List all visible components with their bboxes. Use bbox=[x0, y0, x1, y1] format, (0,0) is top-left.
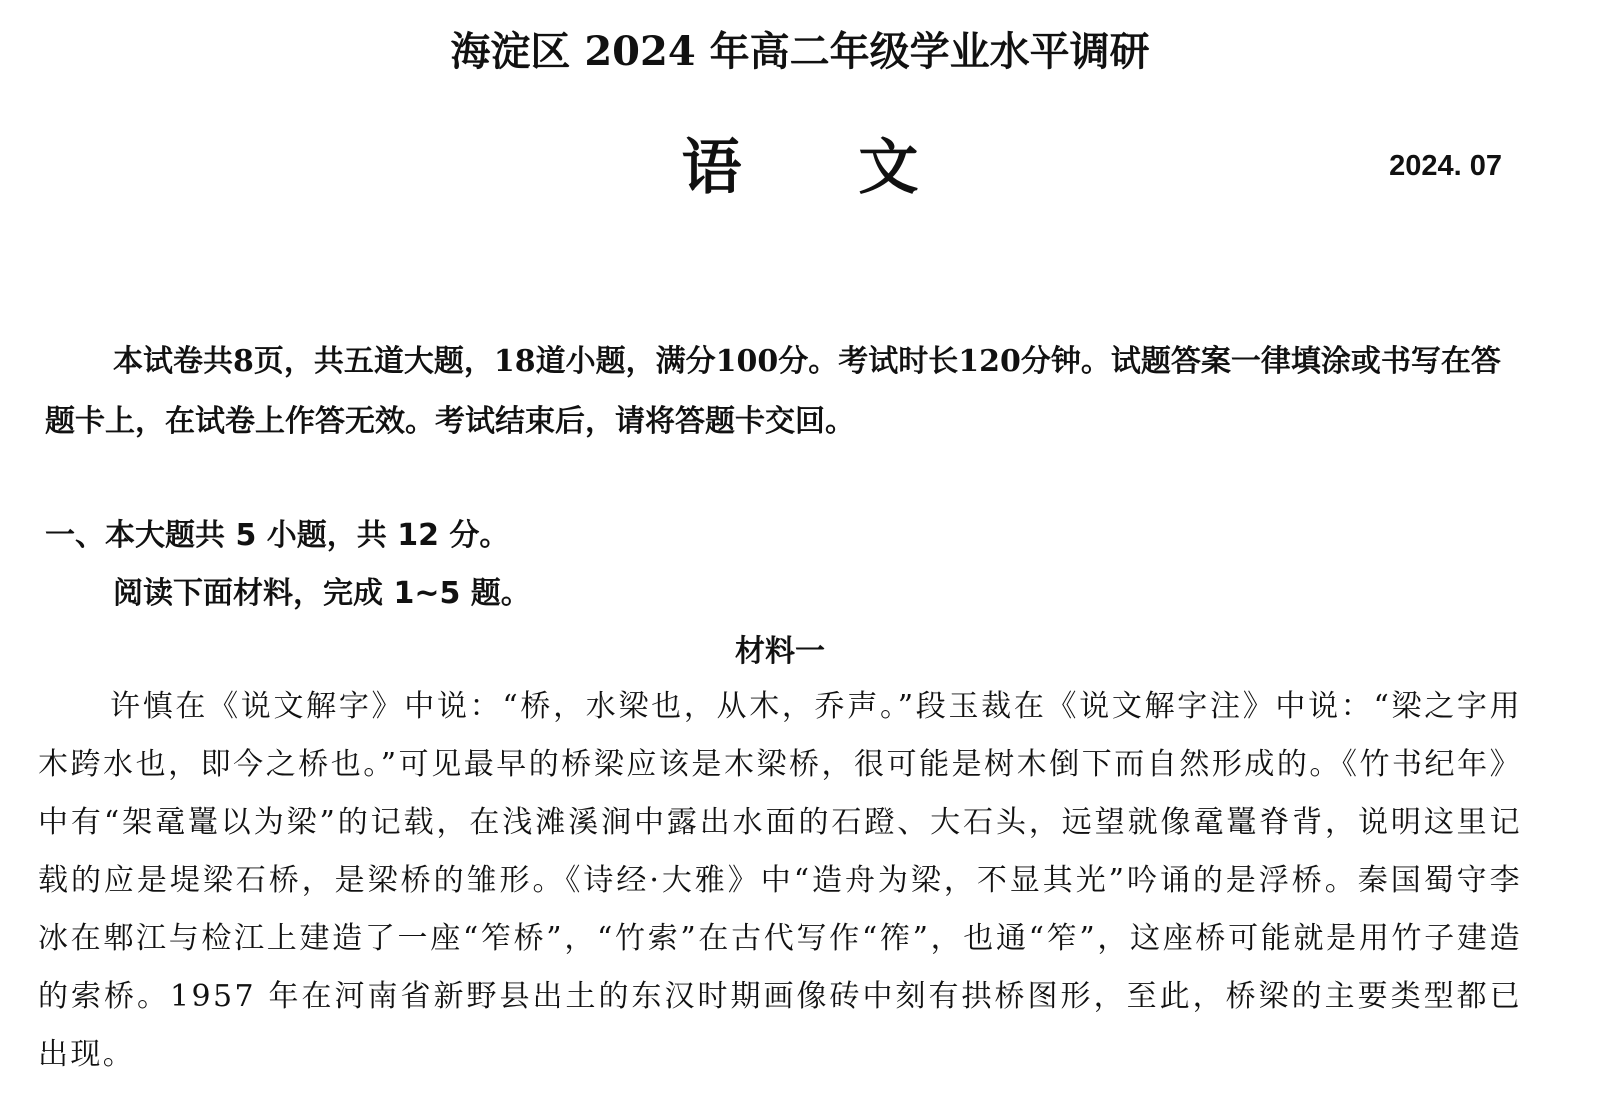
material-1-passage: 许慎在《说文解字》中说：“桥，水梁也，从木，乔声。”段玉裁在《说文解字注》中说：“梁之字用木跨水也，即今之桥也。”可见最早的桥梁应该是木梁桥，很可能是树木倒下而自然形成的。《竹书纪年》中有“架鼋鼍以为梁”的记载，在浅滩溪涧中露出水面的石蹬、大石头，远望就像鼋鼍脊背，说明这里记载的应是堤梁石桥，是梁桥的雏形。《诗经·大雅》中“造舟为梁，不显其光”吟诵的是浮桥。秦国蜀守李冰在郫江与检江上建造了一座“笮桥”，“竹索”在古代写作“筰”，也通“笮”，这座桥可能就是用竹子建造的索桥。1957 年在河南省新野县出土的东汉时期画像砖中刻有拱桥图形，至此，桥梁的主要类型都已出现。 bbox=[38, 689, 1522, 1072]
exam-instructions: 本试卷共8页，共五道大题，18道小题，满分100分。考试时长120分钟。试题答案一律填涂或书写在答题卡上，在试卷上作答无效。考试结束后，请将答题卡交回。 bbox=[45, 344, 1501, 439]
exam-date: 2024. 07 bbox=[1389, 150, 1502, 182]
section-1-heading: 一、本大题共 5 小题，共 12 分。 bbox=[45, 518, 510, 553]
exam-title: 海淀区 2024 年高二年级学业水平调研 bbox=[450, 28, 1150, 75]
section-1-subheading: 阅读下面材料，完成 1~5 题。 bbox=[113, 576, 531, 611]
subject-title: 语 文 bbox=[681, 133, 967, 203]
material-1-title: 材料一 bbox=[735, 634, 825, 669]
